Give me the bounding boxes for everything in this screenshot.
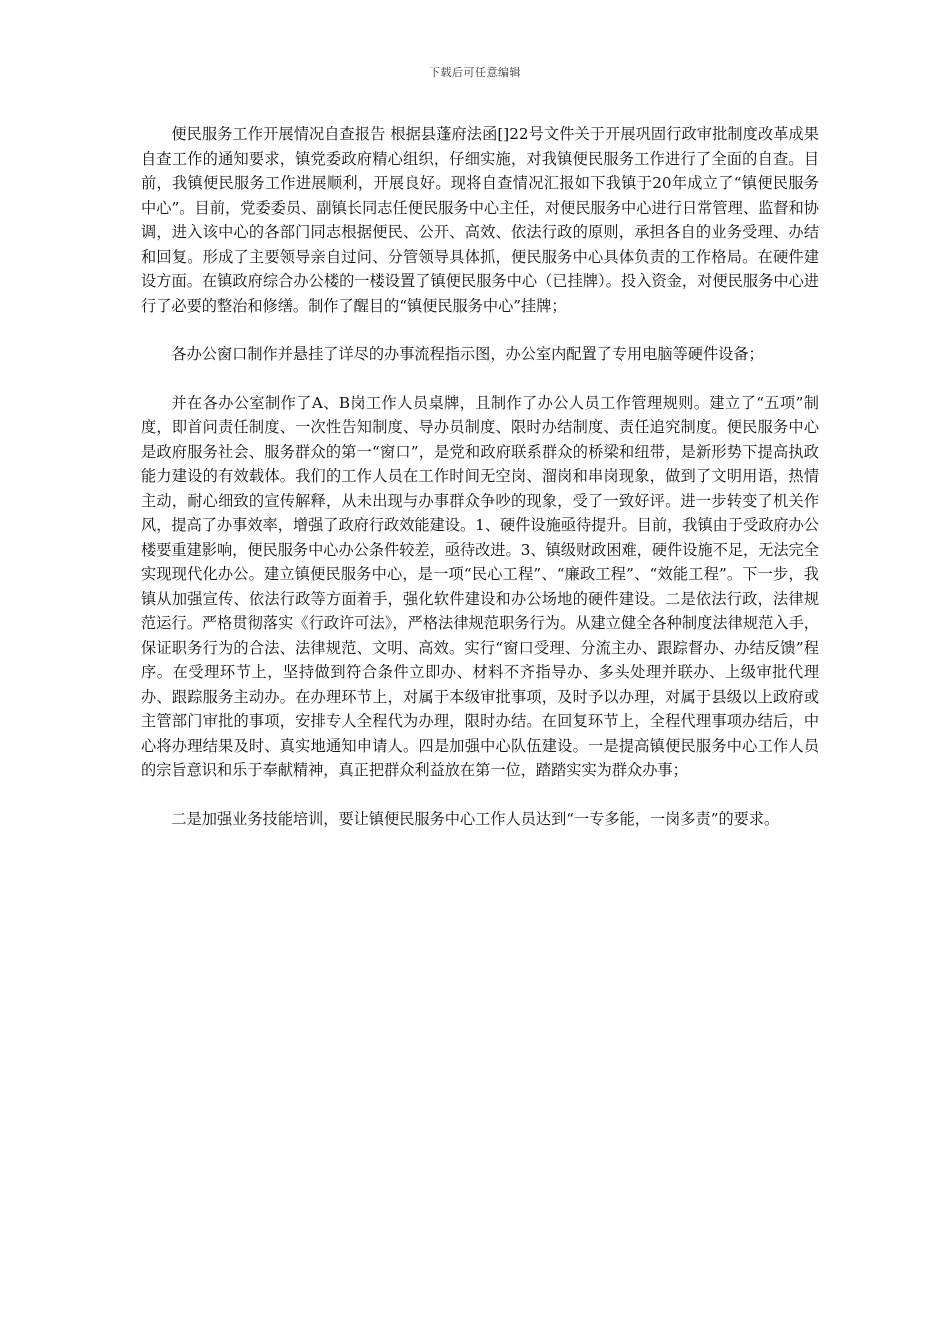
- paragraph-1: 便民服务工作开展情况自查报告 根据县蓬府法函[]22号文件关于开展巩固行政审批制度改革成果自查工作的通知要求，镇党委政府精心组织，仔细实施，对我镇便民服务工作进行了全面的自查。目前，我镇便民服务工作进展顺利，开展良好。现将自查情况汇报如下我镇于20年成立了“镇便民服务中心”。目前，党委委员、副镇长同志任便民服务中心主任，对便民服务中心进行日常管理、监督和协调，进入该中心的各部门同志根据便民、公开、高效、依法行政的原则，承担各自的业务受理、办结和回复。形成了主要领导亲自过问、分管领导具体抓，便民服务中心具体负责的工作格局。在硬件建设方面。在镇政府综合办公楼的一楼设置了镇便民服务中心（已挂牌）。投入资金，对便民服务中心进行了必要的整治和修缮。制作了醒目的“镇便民服务中心”挂牌；: [141, 125, 819, 315]
- paragraph-gap: [141, 318, 819, 342]
- page-header: 下载后可任意编辑: [429, 66, 521, 79]
- paragraph-gap: [141, 783, 819, 807]
- paragraph-2: 各办公窗口制作并悬挂了详尽的办事流程指示图，办公室内配置了专用电脑等硬件设备；: [171, 345, 764, 363]
- paragraph-gap: [141, 367, 819, 391]
- document-body: [141, 122, 819, 831]
- paragraph-3: 并在各办公室制作了A、B岗工作人员桌牌，且制作了办公人员工作管理规则。建立了“五项”制度，即首问责任制度、一次性告知制度、导办员制度、限时办结制度、责任追究制度。便民服务中心是政府服务社会、服务群众的第一“窗口”，是党和政府联系群众的桥梁和纽带，是新形势下提高执政能力建设的有效载体。我们的工作人员在工作时间无空岗、溜岗和串岗现象，做到了文明用语，热情主动，耐心细致的宣传解释，从未出现与办事群众争吵的现象，受了一致好评。进一步转变了机关作风，提高了办事效率，增强了政府行政效能建设。1、硬件设施亟待提升。目前，我镇由于受政府办公楼要重建影响，便民服务中心办公条件较差，亟待改进。3、镇级财政困难，硬件设施不足，无法完全实现现代化办公。建立镇便民服务中心，是一项“民心工程”、“廉政工程”、“效能工程”。下一步，我镇从加强宣传、依法行政等方面着手，强化软件建设和办公场地的硬件建设。二是依法行政，法律规范运行。严格贯彻落实《行政许可法》，严格法律规范职务行为。从建立健全各种制度法律规范入手，保证职务行为的合法、法律规范、文明、高效。实行“窗口受理、分流主办、跟踪督办、办结反馈”程序。在受理环节上，坚持做到符合条件立即办、材料不齐指导办、多头处理并联办、上级审批代理办、跟踪服务主动办。在办理环节上，对属于本级审批事项，及时予以办理，对属于县级以上政府或主管部门审批的事项，安排专人全程代为办理，限时办结。在回复环节上，全程代理事项办结后，中心将办理结果及时、真实地通知申请人。四是加强中心队伍建设。一是提高镇便民服务中心工作人员的宗旨意识和乐于奉献精神，真正把群众利益放在第一位，踏踏实实为群众办事；: [141, 393, 819, 779]
- paragraph-4: 二是加强业务技能培训，要让镇便民服务中心工作人员达到“一专多能，一岗多责”的要求。: [171, 809, 780, 828]
